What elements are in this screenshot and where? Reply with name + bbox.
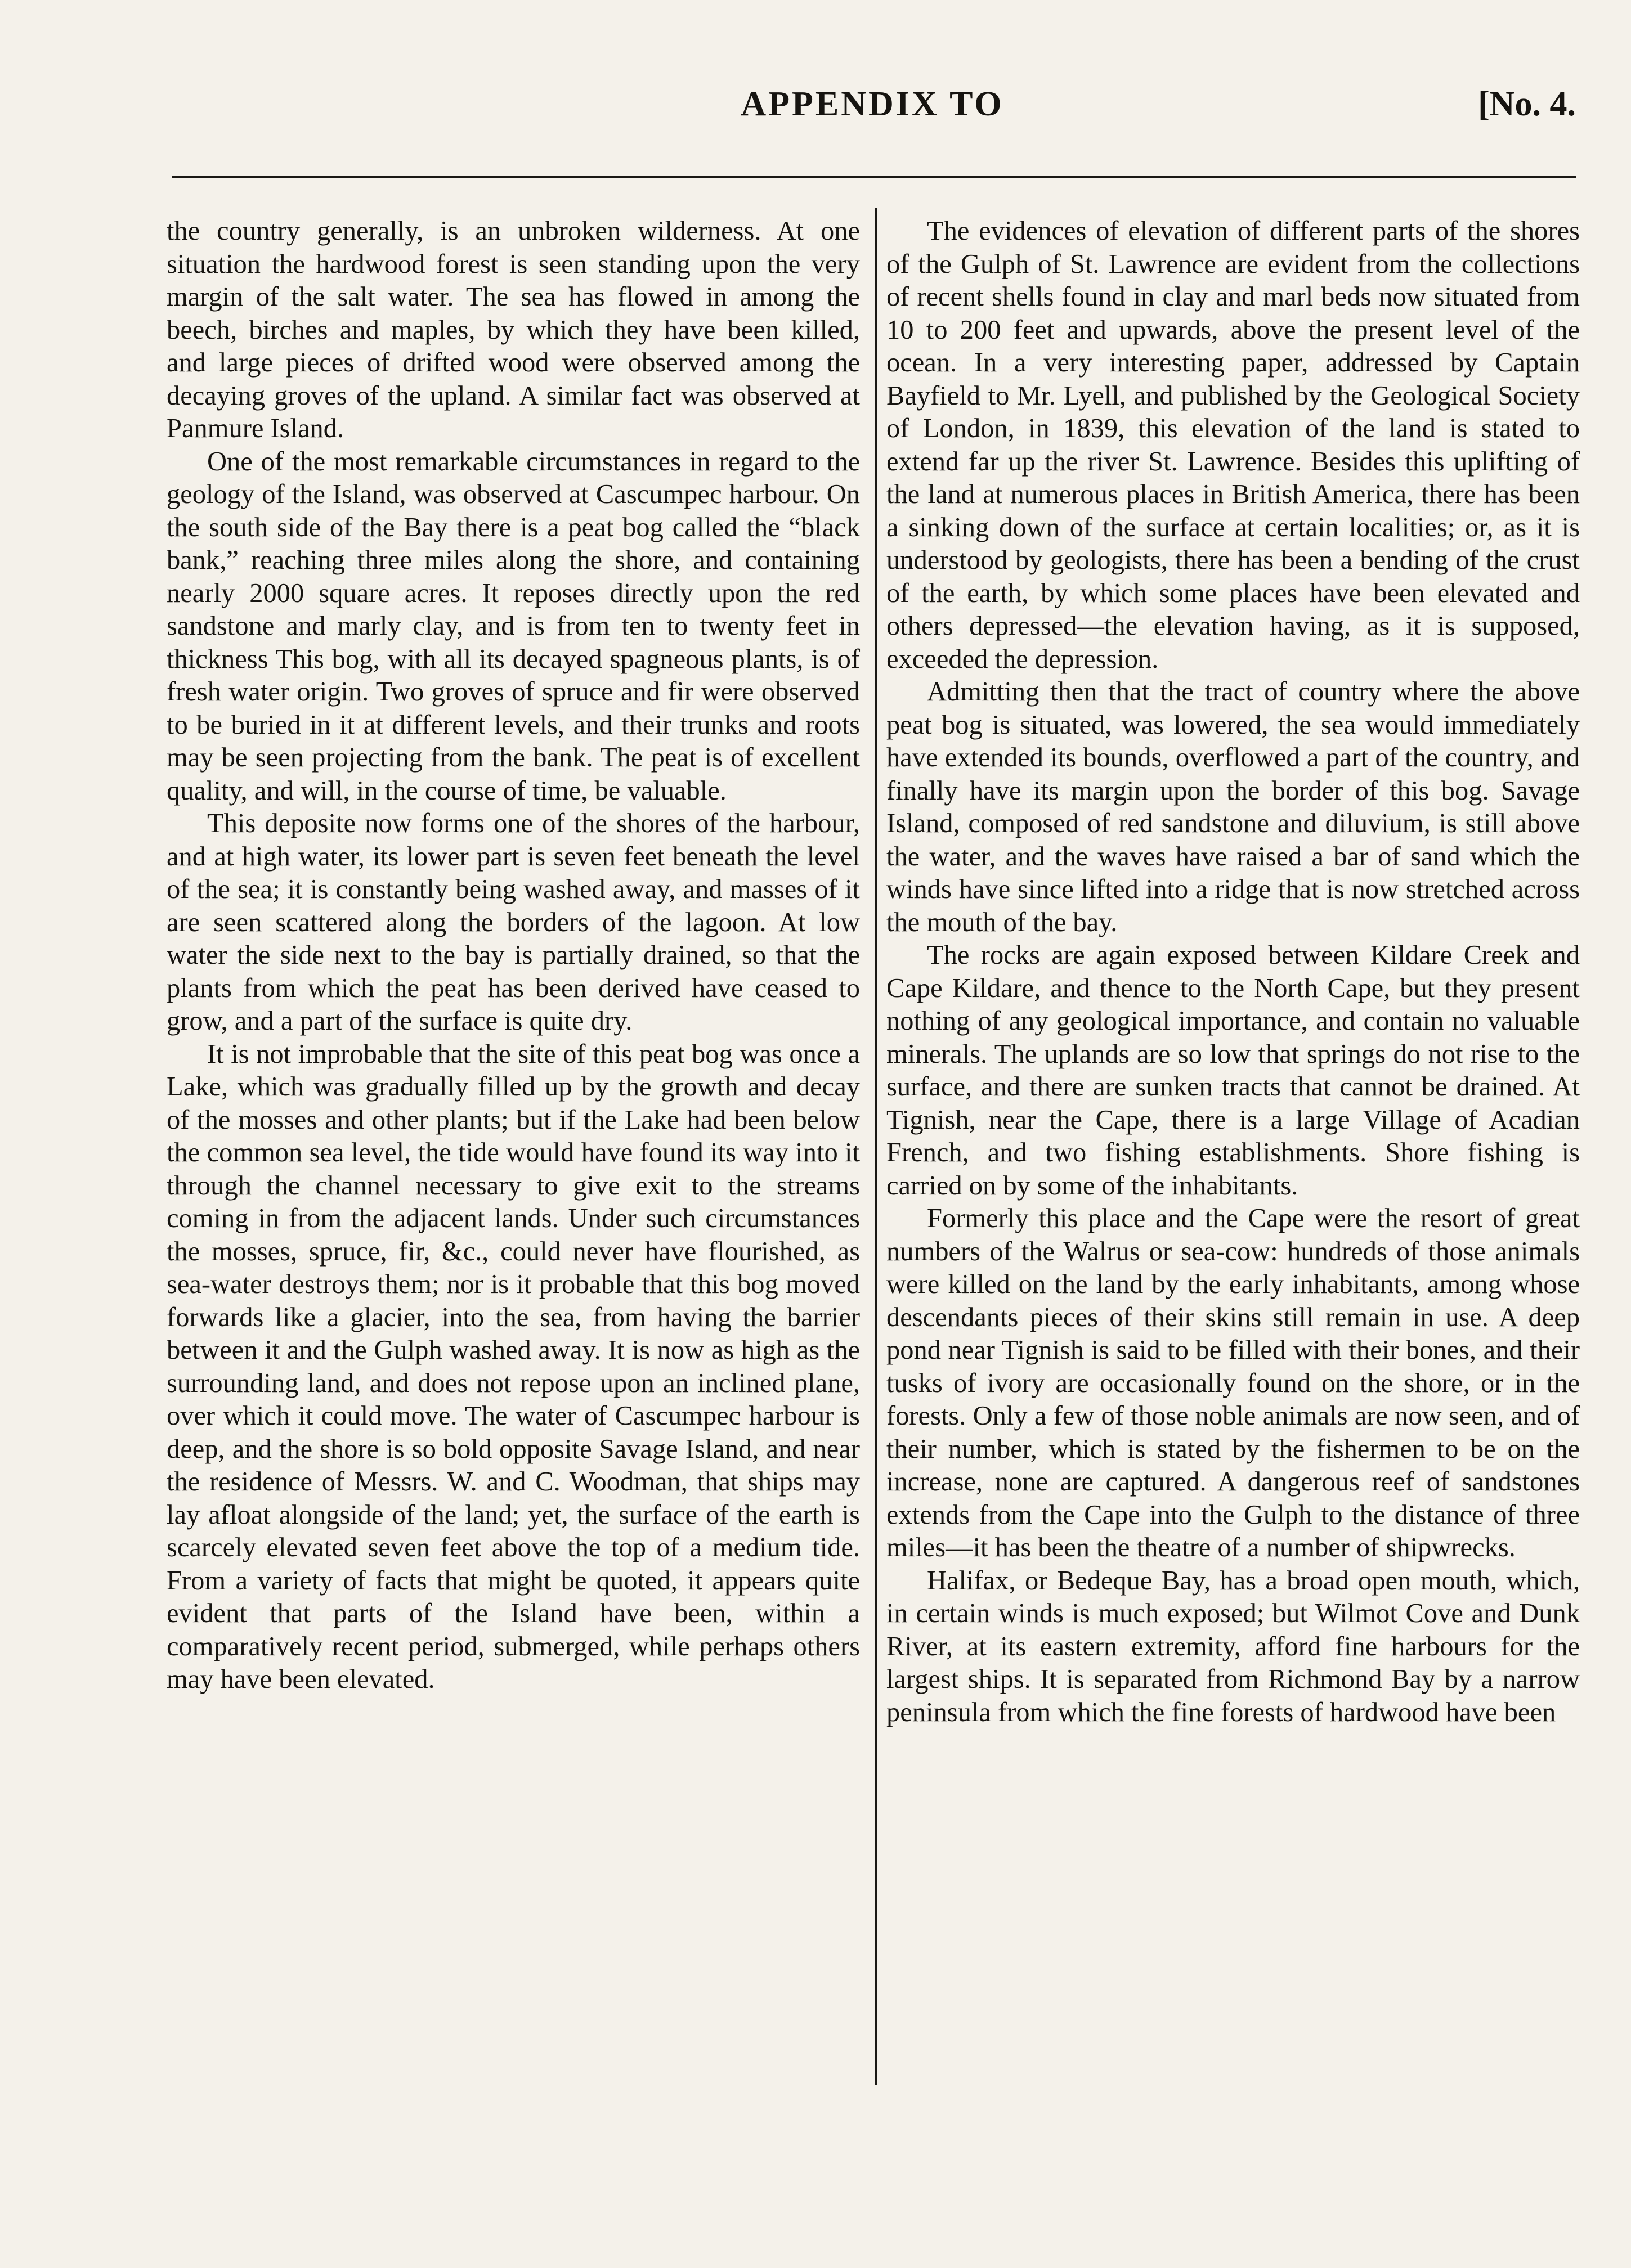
- page-number-reference: [No. 4.: [1478, 85, 1576, 123]
- page-header: [169, 84, 1576, 141]
- column-divider-rule: [875, 208, 877, 2085]
- right-column: [886, 215, 1580, 1729]
- right-paragraph-5: Halifax, or Bedeque Bay, has a broad open mouth, which, in certain winds is much exposed; but Wilmot Cove and Dunk River, at its eastern extremity, afford fine harbours for the largest ships. It is separated from Richmond Bay by a narrow peninsula from which the fine forests of hardwood have been: [886, 1565, 1580, 1727]
- running-title: APPENDIX TO: [741, 85, 1004, 123]
- left-column: [167, 215, 860, 1696]
- right-paragraph-1: The evidences of elevation of different parts of the shores of the Gulph of St. Lawrence are evident from the collections of recent shells found in clay and marl beds now situated from 10 to 200 feet and upwards, above the present level of the ocean. In a very interesting paper, addressed by Captain Bayfield to Mr. Lyell, and published by the Geological Society of London, in 1839, this elevation of the land is stated to extend far up the river St. Lawrence. Besides this uplifting of the land at numerous places in British America, there has been a sinking down of the surface at certain localities; or, as it is understood by geologists, there has been a bending of the crust of the earth, by which some places have been elevated and others depressed—the elevation having, as it is supposed, exceeded the depression.: [886, 216, 1580, 674]
- header-rule: [172, 176, 1576, 178]
- left-paragraph-1: the country generally, is an unbroken wilderness. At one situation the hardwood forest is seen standing upon the very margin of the salt water. The sea has flowed in among the beech, birches and maples, by which they have been killed, and large pieces of drifted wood were observed among the decaying groves of the upland. A similar fact was observed at Panmure Island.: [167, 216, 860, 443]
- left-paragraph-3: This deposite now forms one of the shores of the harbour, and at high water, its lower part is seven feet beneath the level of the sea; it is constantly being washed away, and masses of it are seen scattered along the borders of the lagoon. At low water the side next to the bay is partially drained, so that the plants from which the peat has been derived have ceased to grow, and a part of the surface is quite dry.: [167, 809, 860, 1036]
- left-paragraph-4: It is not improbable that the site of this peat bog was once a Lake, which was gradually filled up by the growth and decay of the mosses and other plants; but if the Lake had been below the common sea level, the tide would have found its way into it through the channel necessary to give exit to the streams coming in from the adjacent lands. Under such circumstances the mosses, spruce, fir, &c., could never have flourished, as sea-water destroys them; nor is it probable that this bog moved forwards like a glacier, into the sea, from having the barrier between it and the Gulph washed away. It is now as high as the surrounding land, and does not repose upon an inclined plane, over which it could move. The water of Cascumpec harbour is deep, and the shore is so bold opposite Savage Island, and near the residence of Messrs. W. and C. Woodman, that ships may lay afloat alongside of the land; yet, the surface of the earth is scarcely elevated seven feet above the top of a medium tide. From a variety of facts that might be quoted, it appears quite evident that parts of the Island have been, within a comparatively recent period, submerged, while perhaps others may have been elevated.: [167, 1039, 860, 1694]
- right-paragraph-2: Admitting then that the tract of country where the above peat bog is situated, was lowered, the sea would immediately have extended its bounds, overflowed a part of the country, and finally have its margin upon the border of this bog. Savage Island, composed of red sandstone and diluvium, is still above the water, and the waves have raised a bar of sand which the winds have since lifted into a ridge that is now stretched across the mouth of the bay.: [886, 677, 1580, 937]
- right-paragraph-4: Formerly this place and the Cape were the resort of great numbers of the Walrus or sea-cow: hundreds of those animals were killed on the land by the early inhabitants, among whose descendants pieces of their skins still remain in use. A deep pond near Tignish is said to be filled with their bones, and their tusks of ivory are occasionally found on the shore, or in the forests. Only a few of those noble animals are now seen, and of their number, which is stated by the fishermen to be on the increase, none are captured. A dangerous reef of sandstones extends from the Cape into the Gulph to the distance of three miles—it has been the theatre of a number of shipwrecks.: [886, 1203, 1580, 1562]
- left-paragraph-2: One of the most remarkable circumstances in regard to the geology of the Island, was observed at Cascumpec harbour. On the south side of the Bay there is a peat bog called the “black bank,” reaching three miles along the shore, and containing nearly 2000 square acres. It reposes directly upon the red sandstone and marly clay, and is from ten to twenty feet in thickness This bog, with all its decayed spagneous plants, is of fresh water origin. Two groves of spruce and fir were observed to be buried in it at different levels, and their trunks and roots may be seen projecting from the bank. The peat is of excellent quality, and will, in the course of time, be valuable.: [167, 446, 860, 806]
- right-paragraph-3: The rocks are again exposed between Kildare Creek and Cape Kildare, and thence to the North Cape, but they present nothing of any geological importance, and contain no valuable minerals. The uplands are so low that springs do not rise to the surface, and there are sunken tracts that cannot be drained. At Tignish, near the Cape, there is a large Village of Acadian French, and two fishing establishments. Shore fishing is carried on by some of the inhabitants.: [886, 940, 1580, 1201]
